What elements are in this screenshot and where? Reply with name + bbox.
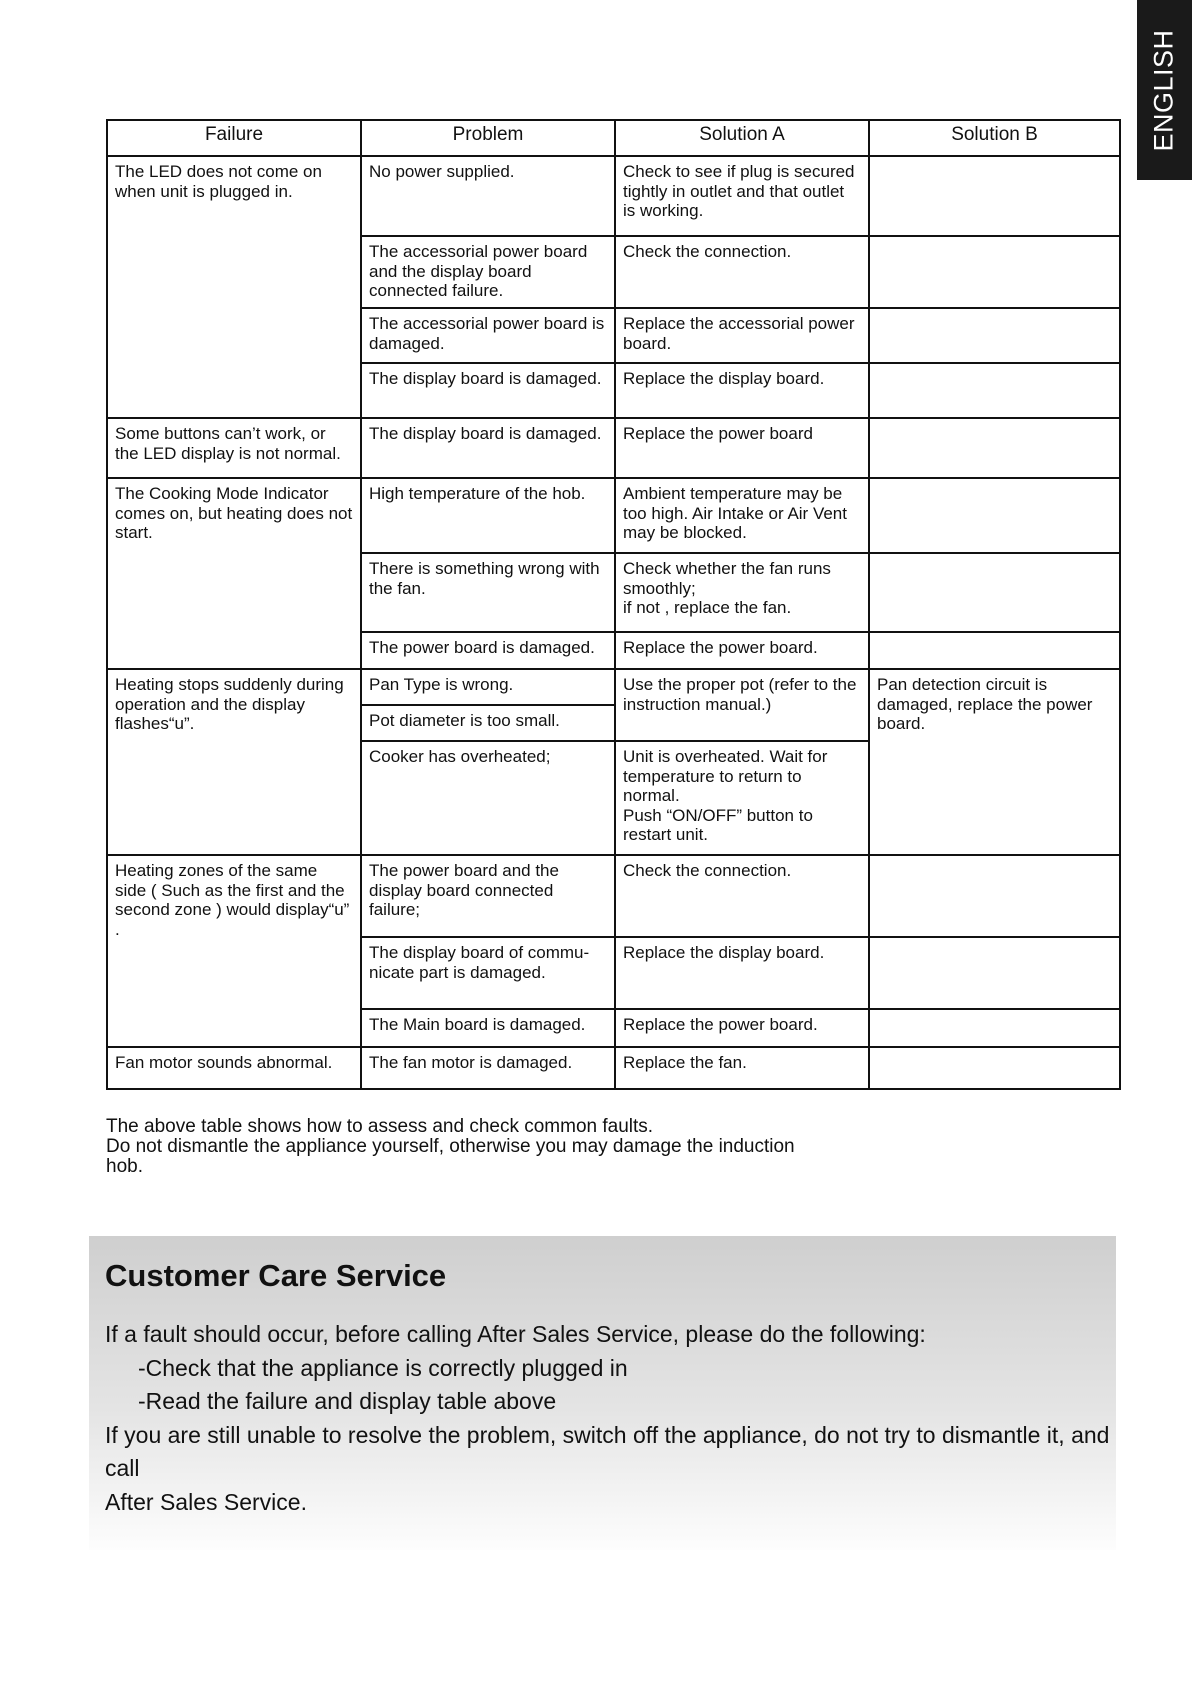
care-step-1: -Check that the appliance is correctly plugged in	[138, 1354, 628, 1381]
problem-cell: The fan motor is damaged.	[361, 1047, 615, 1089]
problem-cell: Pan Type is wrong.	[361, 669, 615, 705]
solution-a-cell: Replace the display board.	[615, 937, 869, 1009]
solution-a-cell: Replace the power board	[615, 418, 869, 478]
header-solution-b: Solution B	[869, 120, 1120, 156]
solution-b-cell	[869, 236, 1120, 308]
problem-cell: The power board and the display board connected failure;	[361, 855, 615, 937]
solution-b-cell	[869, 478, 1120, 553]
solution-a-cell: Check to see if plug is secured tightly in outlet and that outlet is working.	[615, 156, 869, 236]
solution-b-cell	[869, 553, 1120, 632]
table-row	[107, 669, 1120, 705]
language-label: ENGLISH	[1149, 28, 1180, 152]
problem-cell: The Main board is damaged.	[361, 1009, 615, 1047]
customer-care-panel	[89, 1236, 1116, 1550]
failure-cell: Fan motor sounds abnormal.	[107, 1047, 361, 1089]
care-outro: If you are still unable to resolve the problem, switch off the appliance, do not try to dismantle it, and call	[105, 1421, 1110, 1481]
table-row	[107, 156, 1120, 236]
header-failure: Failure	[107, 120, 361, 156]
solution-b-cell: Pan detection circuit is damaged, replace the power board.	[869, 669, 1120, 855]
solution-b-cell	[869, 308, 1120, 363]
problem-cell: The display board is damaged.	[361, 418, 615, 478]
table-header-row	[107, 120, 1120, 156]
solution-a-cell: Replace the fan.	[615, 1047, 869, 1089]
solution-b-cell	[869, 855, 1120, 937]
solution-a-cell: Use the proper pot (refer to the instruction manual.)	[615, 669, 869, 741]
care-intro: If a fault should occur, before calling After Sales Service, please do the following:	[105, 1321, 926, 1347]
solution-a-cell: Ambient temperature may be too high. Air Intake or Air Vent may be blocked.	[615, 478, 869, 553]
table-row	[107, 478, 1120, 553]
care-last-line: After Sales Service.	[105, 1488, 307, 1515]
solution-a-cell: Check whether the fan runs smoothly; if not , replace the fan.	[615, 553, 869, 632]
solution-b-cell	[869, 632, 1120, 669]
solution-b-cell	[869, 1009, 1120, 1047]
problem-cell: The accessorial power board is damaged.	[361, 308, 615, 363]
solution-a-cell: Replace the accessorial power board.	[615, 308, 869, 363]
failure-cell: Heating zones of the same side ( Such as the first and the second zone ) would display“u” .	[107, 855, 361, 1047]
solution-b-cell	[869, 363, 1120, 418]
failure-cell: The Cooking Mode Indicator comes on, but heating does not start.	[107, 478, 361, 669]
solution-b-cell	[869, 1047, 1120, 1089]
solution-b-cell	[869, 418, 1120, 478]
problem-cell: The display board of commu-nicate part is damaged.	[361, 937, 615, 1009]
header-solution-a: Solution A	[615, 120, 869, 156]
problem-cell: The display board is damaged.	[361, 363, 615, 418]
problem-cell: High temperature of the hob.	[361, 478, 615, 553]
care-step-2: -Read the failure and display table above	[138, 1388, 557, 1414]
problem-cell: The power board is damaged.	[361, 632, 615, 669]
solution-a-cell: Unit is overheated. Wait for temperature to return to normal. Push “ON/OFF” button to restart unit.	[615, 741, 869, 855]
problem-cell: Cooker has overheated;	[361, 741, 615, 855]
solution-a-cell: Replace the power board.	[615, 1009, 869, 1047]
customer-care-body	[105, 1318, 1110, 1519]
solution-b-cell	[869, 937, 1120, 1009]
table-row	[107, 418, 1120, 478]
table-note	[106, 1117, 826, 1177]
solution-a-cell: Replace the power board.	[615, 632, 869, 669]
solution-a-cell: Check the connection.	[615, 855, 869, 937]
problem-cell: There is something wrong with the fan.	[361, 553, 615, 632]
note-line-1: The above table shows how to assess and check common faults.	[106, 1116, 654, 1137]
problem-cell: The accessorial power board and the display board connected failure.	[361, 236, 615, 308]
problem-cell: Pot diameter is too small.	[361, 705, 615, 741]
problem-cell: No power supplied.	[361, 156, 615, 236]
solution-b-cell	[869, 156, 1120, 236]
note-line-2: Do not dismantle the appliance yourself, otherwise you may damage the induction hob.	[106, 1136, 795, 1177]
language-tab	[1137, 0, 1192, 180]
failure-cell: The LED does not come on when unit is plugged in.	[107, 156, 361, 418]
failure-cell: Heating stops suddenly during operation and the display flashes“u”.	[107, 669, 361, 855]
table-row	[107, 1047, 1120, 1089]
failure-cell: Some buttons can’t work, or the LED display is not normal.	[107, 418, 361, 478]
header-problem: Problem	[361, 120, 615, 156]
table-row	[107, 855, 1120, 937]
solution-a-cell: Replace the display board.	[615, 363, 869, 418]
fault-table	[106, 119, 1121, 1090]
solution-a-cell: Check the connection.	[615, 236, 869, 308]
customer-care-title: Customer Care Service	[105, 1258, 447, 1293]
